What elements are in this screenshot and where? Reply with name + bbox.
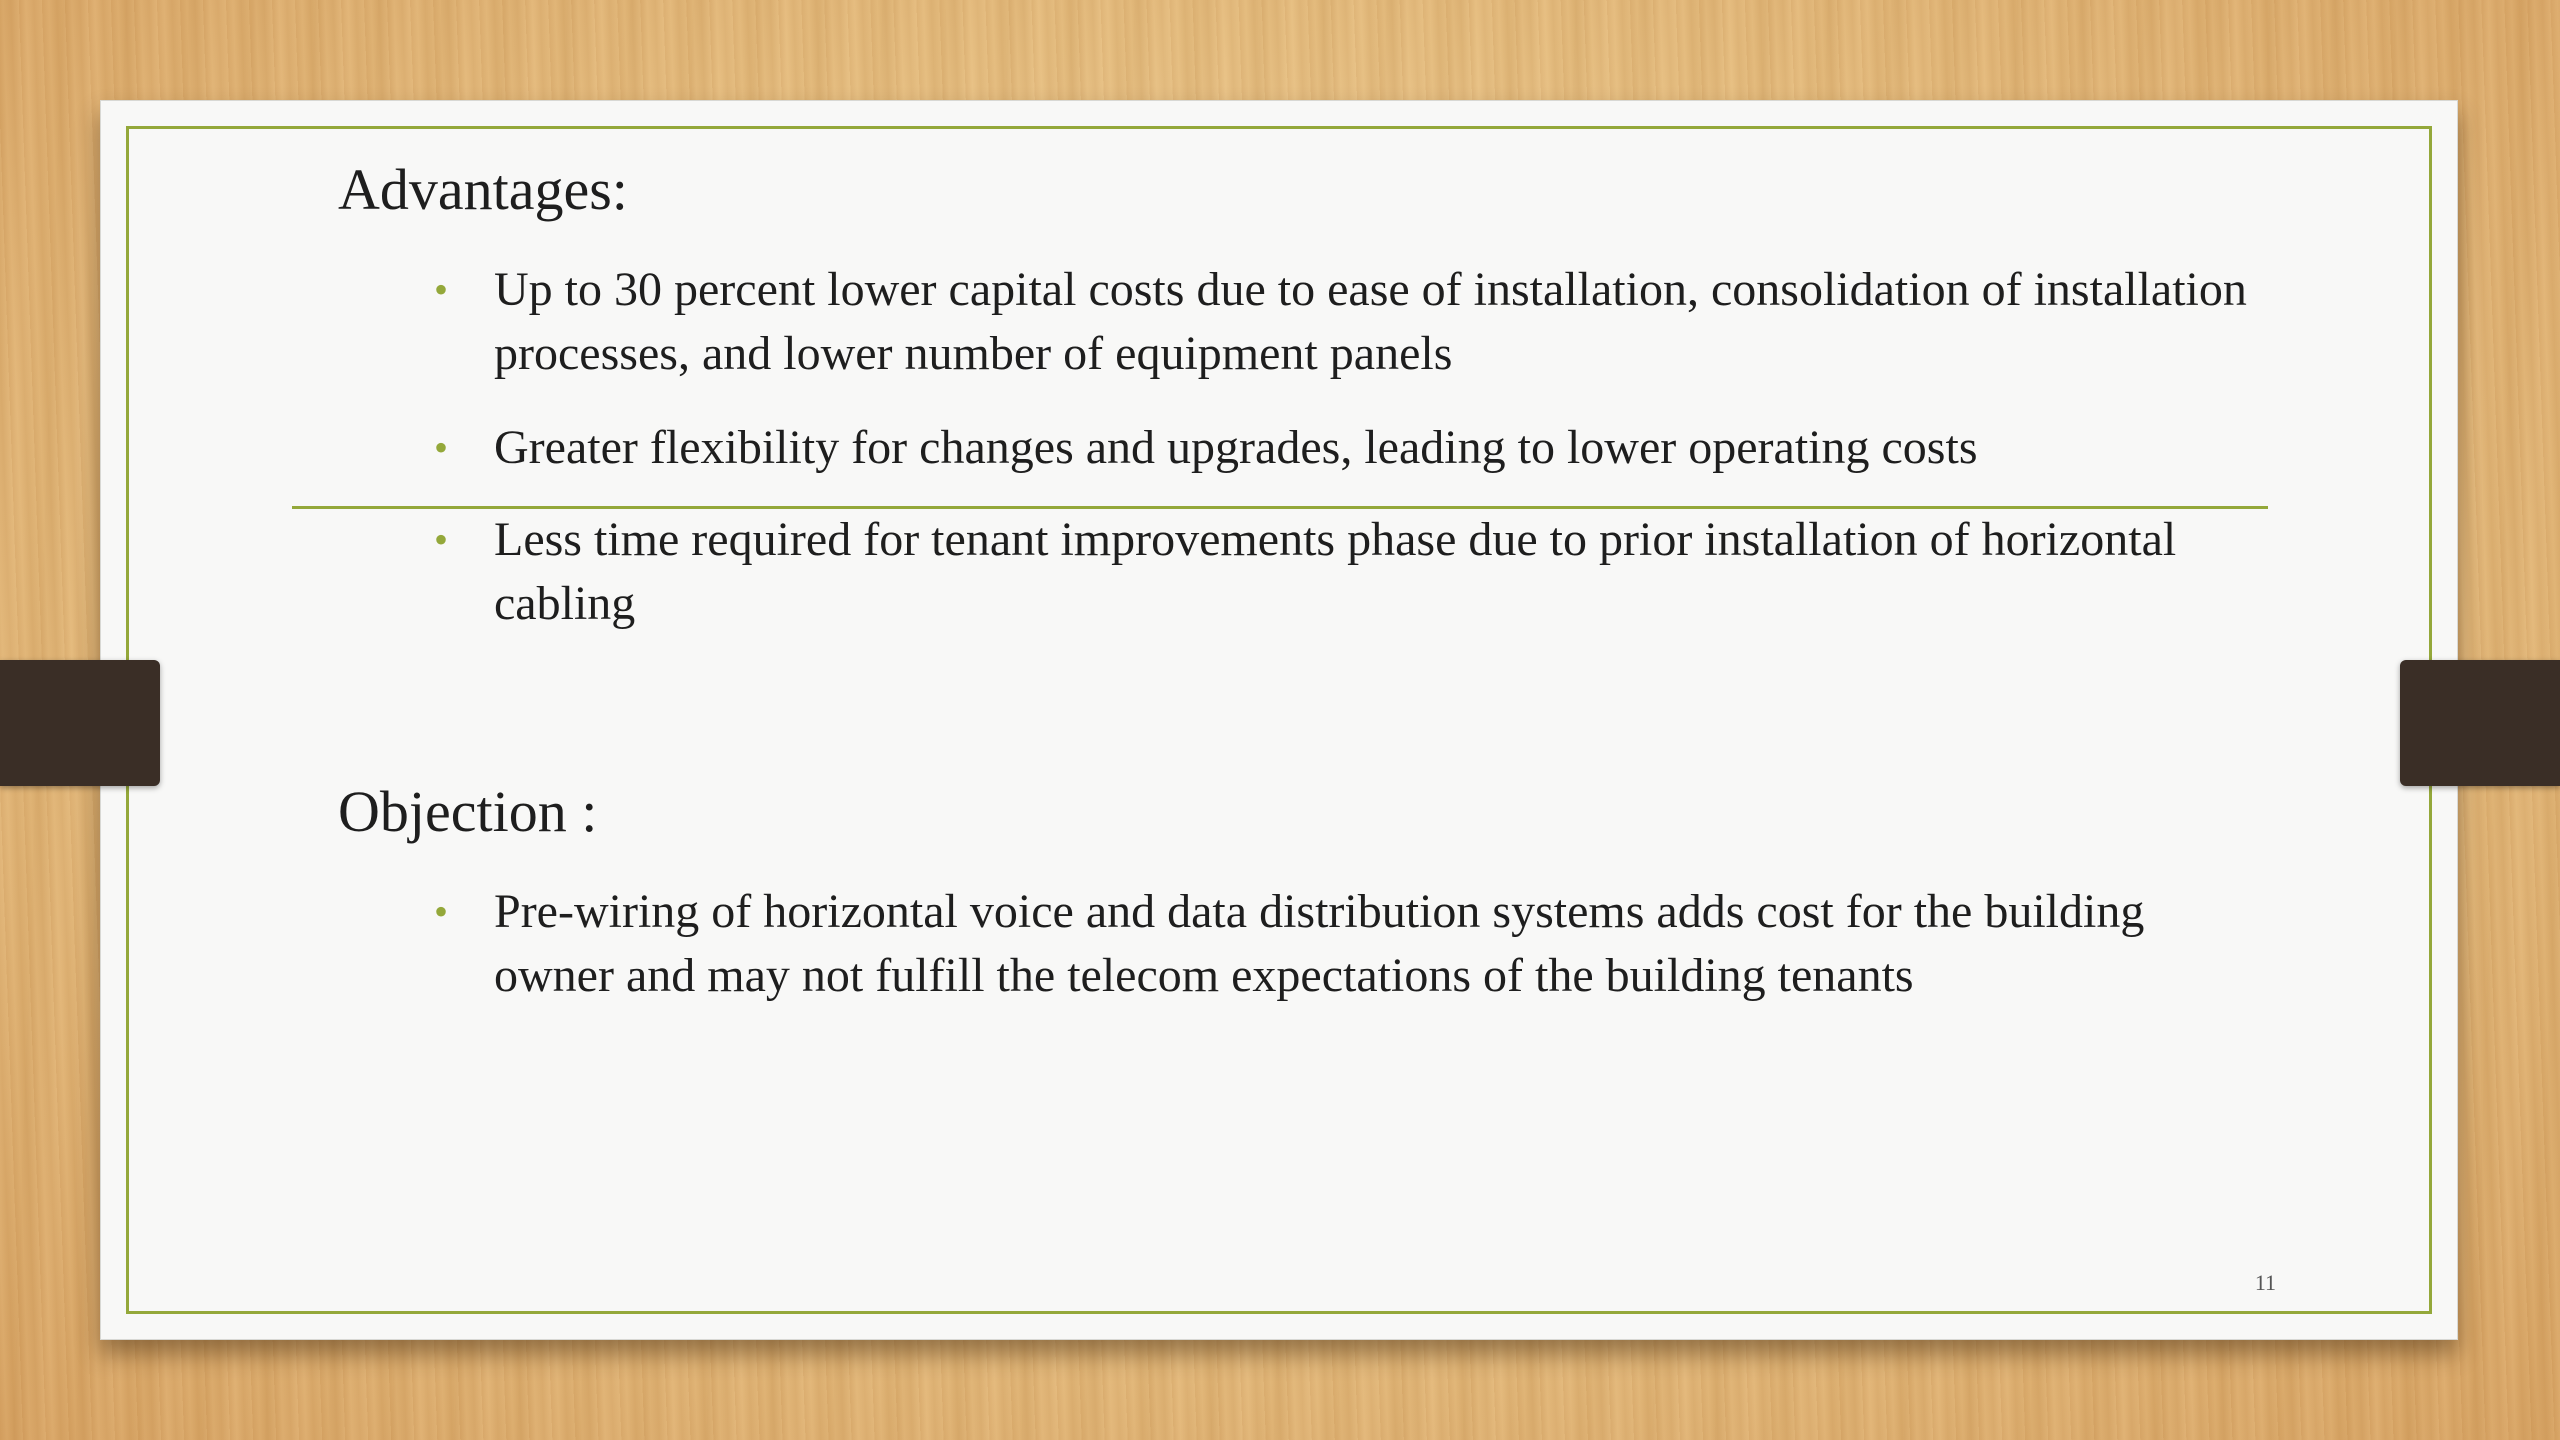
advantage-text-2: Greater flexibility for changes and upgrades, leading to lower operating costs <box>494 421 1978 474</box>
advantage-bullet-2 <box>434 416 2254 480</box>
bullet-icon: • <box>434 889 449 934</box>
advantage-text-3: Less time required for tenant improvements phase due to prior installation of horizontal cabling <box>494 513 2177 630</box>
bullet-icon: • <box>434 267 449 312</box>
bullet-icon: • <box>434 425 449 470</box>
left-binder-tab <box>0 660 160 786</box>
advantage-bullet-1 <box>434 258 2254 386</box>
advantage-text-1: Up to 30 percent lower capital costs due to ease of installation, consolidation of installation processes, and lower number of equipment panels <box>494 263 2247 380</box>
objection-text-1: Pre-wiring of horizontal voice and data distribution systems adds cost for the building owner and may not fulfill the telecom expectations of the building tenants <box>494 885 2145 1002</box>
advantages-heading: Advantages: <box>338 157 628 222</box>
right-binder-tab <box>2400 660 2560 786</box>
advantage-bullet-3 <box>434 508 2254 636</box>
bullet-icon: • <box>434 517 449 562</box>
objection-heading: Objection : <box>338 779 598 844</box>
objection-bullet-1 <box>434 880 2254 1008</box>
page-number: 11 <box>2254 1270 2276 1295</box>
